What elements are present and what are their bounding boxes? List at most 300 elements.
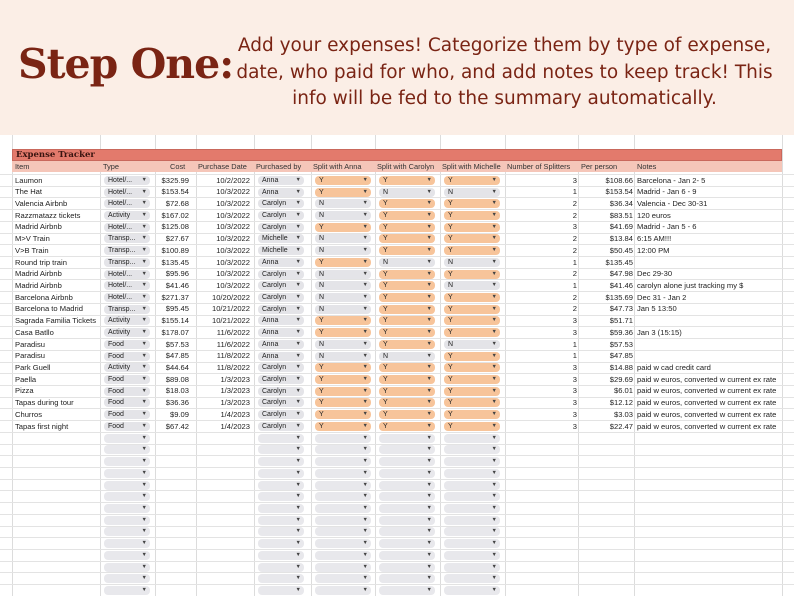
dropdown-chip[interactable]: [379, 551, 435, 560]
dropdown-chip[interactable]: [315, 445, 371, 454]
cell-item[interactable]: Barcelona to Madrid: [15, 304, 83, 314]
cell-per[interactable]: $6.01: [613, 386, 633, 396]
cell-item[interactable]: The Hat: [15, 187, 43, 197]
cell-cost[interactable]: $57.53: [165, 339, 189, 349]
cell-notes[interactable]: 120 euros: [637, 210, 671, 220]
dropdown-chip[interactable]: [104, 363, 150, 372]
dropdown-chip[interactable]: [258, 387, 304, 396]
cell-per[interactable]: $36.34: [609, 198, 633, 208]
dropdown-chip[interactable]: [315, 246, 371, 255]
cell-date[interactable]: 1/3/2023: [220, 386, 250, 396]
cell-item[interactable]: Tapas during tour: [15, 398, 74, 408]
dropdown-chip[interactable]: [258, 492, 304, 501]
column-header[interactable]: Split with Anna: [313, 162, 362, 171]
dropdown-chip[interactable]: [258, 504, 304, 513]
cell-date[interactable]: 1/3/2023: [220, 374, 250, 384]
cell-cost[interactable]: $271.37: [161, 292, 189, 302]
dropdown-chip[interactable]: [258, 199, 304, 208]
dropdown-chip[interactable]: [379, 527, 435, 536]
dropdown-chip[interactable]: [379, 516, 435, 525]
dropdown-chip[interactable]: [315, 387, 371, 396]
cell-item[interactable]: Pizza: [15, 386, 34, 396]
dropdown-chip[interactable]: [444, 293, 500, 302]
column-header[interactable]: Purchased by: [256, 162, 302, 171]
dropdown-chip[interactable]: [315, 492, 371, 501]
cell-item[interactable]: Madrid Airbnb: [15, 280, 62, 290]
dropdown-chip[interactable]: [444, 398, 500, 407]
dropdown-chip[interactable]: [315, 469, 371, 478]
dropdown-chip[interactable]: [379, 352, 435, 361]
dropdown-chip[interactable]: [379, 223, 435, 232]
dropdown-chip[interactable]: [258, 481, 304, 490]
cell-n[interactable]: 2: [572, 198, 577, 208]
dropdown-chip[interactable]: [258, 281, 304, 290]
dropdown-chip[interactable]: [315, 328, 371, 337]
dropdown-chip[interactable]: [444, 387, 500, 396]
cell-n[interactable]: 2: [572, 245, 577, 255]
dropdown-chip[interactable]: [379, 457, 435, 466]
dropdown-chip[interactable]: [258, 258, 304, 267]
dropdown-chip[interactable]: [379, 188, 435, 197]
dropdown-chip[interactable]: [444, 586, 500, 595]
dropdown-chip[interactable]: [379, 363, 435, 372]
dropdown-chip[interactable]: [104, 352, 150, 361]
cell-notes[interactable]: Dec 29-30: [637, 269, 673, 279]
dropdown-chip[interactable]: [444, 574, 500, 583]
dropdown-chip[interactable]: [379, 398, 435, 407]
cell-per[interactable]: $13.84: [609, 234, 633, 244]
cell-item[interactable]: Valencia Airbnb: [15, 198, 68, 208]
dropdown-chip[interactable]: [315, 281, 371, 290]
dropdown-chip[interactable]: [258, 352, 304, 361]
cell-notes[interactable]: Jan 5 13:50: [637, 304, 677, 314]
dropdown-chip[interactable]: [315, 574, 371, 583]
dropdown-chip[interactable]: [444, 281, 500, 290]
dropdown-chip[interactable]: [258, 410, 304, 419]
dropdown-chip[interactable]: [104, 504, 150, 513]
dropdown-chip[interactable]: [315, 375, 371, 384]
cell-n[interactable]: 1: [572, 187, 577, 197]
cell-cost[interactable]: $95.45: [165, 304, 189, 314]
dropdown-chip[interactable]: [258, 434, 304, 443]
dropdown-chip[interactable]: [104, 539, 150, 548]
cell-cost[interactable]: $18.03: [165, 386, 189, 396]
dropdown-chip[interactable]: [315, 363, 371, 372]
dropdown-chip[interactable]: [315, 539, 371, 548]
dropdown-chip[interactable]: [315, 258, 371, 267]
cell-per[interactable]: $50.45: [609, 245, 633, 255]
cell-cost[interactable]: $41.46: [165, 280, 189, 290]
cell-date[interactable]: 11/6/2022: [216, 327, 250, 337]
dropdown-chip[interactable]: [258, 398, 304, 407]
cell-per[interactable]: $47.98: [609, 269, 633, 279]
dropdown-chip[interactable]: [104, 422, 150, 431]
dropdown-chip[interactable]: [379, 293, 435, 302]
dropdown-chip[interactable]: [258, 586, 304, 595]
dropdown-chip[interactable]: [444, 481, 500, 490]
dropdown-chip[interactable]: [104, 398, 150, 407]
cell-notes[interactable]: Madrid - Jan 5 - 6: [637, 222, 697, 232]
dropdown-chip[interactable]: [379, 246, 435, 255]
dropdown-chip[interactable]: [104, 375, 150, 384]
dropdown-chip[interactable]: [258, 363, 304, 372]
dropdown-chip[interactable]: [315, 422, 371, 431]
dropdown-chip[interactable]: [315, 398, 371, 407]
dropdown-chip[interactable]: [379, 586, 435, 595]
cell-notes[interactable]: Barcelona - Jan 2- 5: [637, 175, 706, 185]
dropdown-chip[interactable]: [315, 340, 371, 349]
cell-item[interactable]: Madrid Airbnb: [15, 269, 62, 279]
cell-n[interactable]: 2: [572, 234, 577, 244]
cell-item[interactable]: Barcelona Airbnb: [15, 292, 73, 302]
dropdown-chip[interactable]: [258, 246, 304, 255]
dropdown-chip[interactable]: [258, 527, 304, 536]
dropdown-chip[interactable]: [104, 270, 150, 279]
cell-cost[interactable]: $36.36: [165, 398, 189, 408]
cell-date[interactable]: 10/3/2022: [216, 187, 250, 197]
cell-date[interactable]: 10/21/2022: [211, 316, 250, 326]
cell-per[interactable]: $12.12: [609, 398, 633, 408]
cell-n[interactable]: 1: [572, 280, 577, 290]
dropdown-chip[interactable]: [379, 270, 435, 279]
dropdown-chip[interactable]: [258, 457, 304, 466]
dropdown-chip[interactable]: [444, 352, 500, 361]
dropdown-chip[interactable]: [315, 316, 371, 325]
cell-date[interactable]: 10/3/2022: [216, 234, 250, 244]
cell-cost[interactable]: $100.89: [161, 245, 189, 255]
dropdown-chip[interactable]: [379, 574, 435, 583]
dropdown-chip[interactable]: [444, 551, 500, 560]
cell-item[interactable]: Casa Batllo: [15, 327, 54, 337]
dropdown-chip[interactable]: [379, 410, 435, 419]
dropdown-chip[interactable]: [379, 481, 435, 490]
dropdown-chip[interactable]: [444, 563, 500, 572]
cell-per[interactable]: $47.85: [609, 351, 633, 361]
cell-cost[interactable]: $178.07: [161, 327, 189, 337]
dropdown-chip[interactable]: [444, 211, 500, 220]
dropdown-chip[interactable]: [104, 434, 150, 443]
dropdown-chip[interactable]: [379, 445, 435, 454]
dropdown-chip[interactable]: [444, 246, 500, 255]
dropdown-chip[interactable]: [315, 481, 371, 490]
dropdown-chip[interactable]: [104, 199, 150, 208]
dropdown-chip[interactable]: [379, 234, 435, 243]
cell-item[interactable]: V>B Train: [15, 245, 49, 255]
dropdown-chip[interactable]: [379, 422, 435, 431]
dropdown-chip[interactable]: [444, 270, 500, 279]
dropdown-chip[interactable]: [104, 387, 150, 396]
dropdown-chip[interactable]: [379, 305, 435, 314]
cell-notes[interactable]: Valencia - Dec 30-31: [637, 198, 708, 208]
dropdown-chip[interactable]: [104, 246, 150, 255]
dropdown-chip[interactable]: [258, 574, 304, 583]
dropdown-chip[interactable]: [444, 469, 500, 478]
dropdown-chip[interactable]: [444, 234, 500, 243]
cell-notes[interactable]: paid w euros, converted w current ex rate: [637, 421, 777, 431]
dropdown-chip[interactable]: [258, 469, 304, 478]
dropdown-chip[interactable]: [379, 176, 435, 185]
dropdown-chip[interactable]: [315, 527, 371, 536]
dropdown-chip[interactable]: [104, 258, 150, 267]
cell-cost[interactable]: $9.09: [169, 409, 189, 419]
dropdown-chip[interactable]: [104, 340, 150, 349]
dropdown-chip[interactable]: [258, 188, 304, 197]
dropdown-chip[interactable]: [315, 188, 371, 197]
cell-item[interactable]: Razzmatazz tickets: [15, 210, 81, 220]
dropdown-chip[interactable]: [444, 434, 500, 443]
cell-n[interactable]: 3: [572, 386, 577, 396]
cell-cost[interactable]: $44.64: [165, 363, 189, 373]
column-header[interactable]: Notes: [637, 162, 657, 171]
dropdown-chip[interactable]: [315, 434, 371, 443]
dropdown-chip[interactable]: [379, 387, 435, 396]
dropdown-chip[interactable]: [379, 375, 435, 384]
cell-n[interactable]: 3: [572, 316, 577, 326]
cell-notes[interactable]: carolyn alone just tracking my $: [637, 280, 744, 290]
cell-n[interactable]: 2: [572, 269, 577, 279]
cell-per[interactable]: $59.36: [609, 327, 633, 337]
cell-date[interactable]: 10/2/2022: [216, 175, 250, 185]
dropdown-chip[interactable]: [315, 211, 371, 220]
dropdown-chip[interactable]: [444, 375, 500, 384]
dropdown-chip[interactable]: [315, 305, 371, 314]
dropdown-chip[interactable]: [104, 234, 150, 243]
dropdown-chip[interactable]: [379, 434, 435, 443]
dropdown-chip[interactable]: [379, 281, 435, 290]
dropdown-chip[interactable]: [379, 328, 435, 337]
dropdown-chip[interactable]: [104, 188, 150, 197]
dropdown-chip[interactable]: [104, 586, 150, 595]
dropdown-chip[interactable]: [315, 551, 371, 560]
dropdown-chip[interactable]: [258, 445, 304, 454]
dropdown-chip[interactable]: [444, 410, 500, 419]
dropdown-chip[interactable]: [379, 258, 435, 267]
dropdown-chip[interactable]: [258, 234, 304, 243]
dropdown-chip[interactable]: [379, 539, 435, 548]
cell-notes[interactable]: [637, 350, 782, 362]
dropdown-chip[interactable]: [444, 445, 500, 454]
dropdown-chip[interactable]: [379, 316, 435, 325]
dropdown-chip[interactable]: [315, 457, 371, 466]
dropdown-chip[interactable]: [104, 516, 150, 525]
dropdown-chip[interactable]: [444, 492, 500, 501]
dropdown-chip[interactable]: [104, 176, 150, 185]
cell-cost[interactable]: $47.85: [165, 351, 189, 361]
dropdown-chip[interactable]: [315, 504, 371, 513]
cell-notes[interactable]: Madrid - Jan 6 - 9: [637, 187, 697, 197]
cell-date[interactable]: 10/3/2022: [216, 280, 250, 290]
spreadsheet[interactable]: [0, 135, 794, 596]
cell-date[interactable]: 1/3/2023: [220, 398, 250, 408]
cell-per[interactable]: $108.66: [605, 175, 633, 185]
dropdown-chip[interactable]: [104, 481, 150, 490]
dropdown-chip[interactable]: [444, 340, 500, 349]
cell-notes[interactable]: [637, 339, 782, 351]
cell-per[interactable]: $41.69: [609, 222, 633, 232]
cell-per[interactable]: $135.69: [605, 292, 633, 302]
cell-date[interactable]: 11/6/2022: [216, 339, 250, 349]
dropdown-chip[interactable]: [258, 176, 304, 185]
dropdown-chip[interactable]: [104, 223, 150, 232]
dropdown-chip[interactable]: [444, 199, 500, 208]
dropdown-chip[interactable]: [104, 328, 150, 337]
cell-notes[interactable]: [637, 315, 782, 327]
cell-notes[interactable]: paid w euros, converted w current ex rate: [637, 398, 777, 408]
cell-date[interactable]: 10/21/2022: [211, 304, 250, 314]
cell-n[interactable]: 1: [572, 257, 577, 267]
cell-per[interactable]: $3.03: [613, 409, 633, 419]
dropdown-chip[interactable]: [315, 199, 371, 208]
dropdown-chip[interactable]: [315, 270, 371, 279]
cell-date[interactable]: 10/3/2022: [216, 245, 250, 255]
dropdown-chip[interactable]: [104, 316, 150, 325]
dropdown-chip[interactable]: [258, 305, 304, 314]
cell-item[interactable]: Paella: [15, 374, 37, 384]
dropdown-chip[interactable]: [444, 305, 500, 314]
dropdown-chip[interactable]: [315, 516, 371, 525]
dropdown-chip[interactable]: [104, 563, 150, 572]
cell-per[interactable]: $57.53: [609, 339, 633, 349]
dropdown-chip[interactable]: [104, 281, 150, 290]
cell-per[interactable]: $14.88: [609, 363, 633, 373]
cell-n[interactable]: 3: [572, 363, 577, 373]
cell-notes[interactable]: Dec 31 - Jan 2: [637, 292, 687, 302]
column-header[interactable]: Item: [15, 162, 30, 171]
column-header[interactable]: Type: [103, 162, 120, 171]
cell-notes[interactable]: [637, 257, 782, 269]
cell-per[interactable]: $29.69: [609, 374, 633, 384]
cell-item[interactable]: Churros: [15, 409, 43, 419]
dropdown-chip[interactable]: [315, 234, 371, 243]
dropdown-chip[interactable]: [258, 551, 304, 560]
dropdown-chip[interactable]: [444, 527, 500, 536]
dropdown-chip[interactable]: [444, 422, 500, 431]
cell-per[interactable]: $22.47: [609, 421, 633, 431]
dropdown-chip[interactable]: [444, 504, 500, 513]
dropdown-chip[interactable]: [258, 539, 304, 548]
cell-n[interactable]: 3: [572, 327, 577, 337]
dropdown-chip[interactable]: [104, 551, 150, 560]
dropdown-chip[interactable]: [315, 563, 371, 572]
dropdown-chip[interactable]: [104, 410, 150, 419]
dropdown-chip[interactable]: [104, 293, 150, 302]
dropdown-chip[interactable]: [444, 223, 500, 232]
cell-date[interactable]: 11/8/2022: [216, 363, 250, 373]
dropdown-chip[interactable]: [258, 316, 304, 325]
cell-notes[interactable]: paid w cad credit card: [637, 363, 711, 373]
dropdown-chip[interactable]: [258, 563, 304, 572]
dropdown-chip[interactable]: [258, 270, 304, 279]
column-header[interactable]: Cost: [170, 162, 186, 171]
cell-cost[interactable]: $135.45: [161, 257, 189, 267]
cell-per[interactable]: $135.45: [605, 257, 633, 267]
column-header[interactable]: Purchase Date: [198, 162, 247, 171]
cell-date[interactable]: 1/4/2023: [220, 421, 250, 431]
cell-n[interactable]: 3: [572, 175, 577, 185]
cell-item[interactable]: Paradisu: [15, 351, 45, 361]
cell-date[interactable]: 10/3/2022: [216, 269, 250, 279]
cell-cost[interactable]: $72.68: [165, 198, 189, 208]
dropdown-chip[interactable]: [315, 352, 371, 361]
cell-item[interactable]: Tapas first night: [15, 421, 69, 431]
dropdown-chip[interactable]: [444, 188, 500, 197]
dropdown-chip[interactable]: [315, 176, 371, 185]
cell-item[interactable]: Madrid Airbnb: [15, 222, 62, 232]
dropdown-chip[interactable]: [258, 223, 304, 232]
dropdown-chip[interactable]: [444, 457, 500, 466]
cell-item[interactable]: Park Guell: [15, 363, 51, 373]
cell-per[interactable]: $51.71: [609, 316, 633, 326]
cell-n[interactable]: 1: [572, 351, 577, 361]
cell-item[interactable]: Laumon: [15, 175, 43, 185]
cell-per[interactable]: $153.54: [605, 187, 633, 197]
cell-cost[interactable]: $95.96: [165, 269, 189, 279]
cell-date[interactable]: 10/3/2022: [216, 257, 250, 267]
dropdown-chip[interactable]: [315, 223, 371, 232]
dropdown-chip[interactable]: [258, 211, 304, 220]
cell-notes[interactable]: Jan 3 (15:15): [637, 327, 682, 337]
cell-n[interactable]: 2: [572, 210, 577, 220]
cell-n[interactable]: 3: [572, 398, 577, 408]
cell-notes[interactable]: paid w euros, converted w current ex rate: [637, 409, 777, 419]
cell-cost[interactable]: $155.14: [161, 316, 189, 326]
dropdown-chip[interactable]: [104, 527, 150, 536]
dropdown-chip[interactable]: [379, 504, 435, 513]
cell-cost[interactable]: $153.54: [161, 187, 189, 197]
dropdown-chip[interactable]: [104, 445, 150, 454]
dropdown-chip[interactable]: [444, 539, 500, 548]
dropdown-chip[interactable]: [315, 293, 371, 302]
cell-cost[interactable]: $27.67: [165, 234, 189, 244]
dropdown-chip[interactable]: [444, 328, 500, 337]
dropdown-chip[interactable]: [104, 574, 150, 583]
cell-date[interactable]: 11/8/2022: [216, 351, 250, 361]
dropdown-chip[interactable]: [379, 340, 435, 349]
dropdown-chip[interactable]: [104, 469, 150, 478]
dropdown-chip[interactable]: [258, 516, 304, 525]
dropdown-chip[interactable]: [444, 363, 500, 372]
cell-cost[interactable]: $125.08: [161, 222, 189, 232]
dropdown-chip[interactable]: [104, 211, 150, 220]
cell-date[interactable]: 10/3/2022: [216, 222, 250, 232]
cell-item[interactable]: Round trip train: [15, 257, 67, 267]
dropdown-chip[interactable]: [258, 293, 304, 302]
dropdown-chip[interactable]: [379, 469, 435, 478]
dropdown-chip[interactable]: [379, 211, 435, 220]
dropdown-chip[interactable]: [104, 305, 150, 314]
dropdown-chip[interactable]: [104, 457, 150, 466]
cell-date[interactable]: 10/3/2022: [216, 210, 250, 220]
column-header[interactable]: Split with Carolyn: [377, 162, 435, 171]
cell-n[interactable]: 3: [572, 421, 577, 431]
dropdown-chip[interactable]: [258, 340, 304, 349]
cell-cost[interactable]: $167.02: [161, 210, 189, 220]
cell-per[interactable]: $41.46: [609, 280, 633, 290]
cell-n[interactable]: 3: [572, 409, 577, 419]
cell-n[interactable]: 1: [572, 339, 577, 349]
cell-cost[interactable]: $89.08: [165, 374, 189, 384]
cell-item[interactable]: Paradisu: [15, 339, 45, 349]
dropdown-chip[interactable]: [444, 176, 500, 185]
cell-notes[interactable]: paid w euros, converted w current ex rate: [637, 386, 777, 396]
cell-cost[interactable]: $67.42: [165, 421, 189, 431]
dropdown-chip[interactable]: [379, 492, 435, 501]
dropdown-chip[interactable]: [379, 563, 435, 572]
cell-n[interactable]: 3: [572, 374, 577, 384]
cell-notes[interactable]: paid w euros, converted w current ex rate: [637, 374, 777, 384]
cell-item[interactable]: Sagrada Familia Tickets: [15, 316, 97, 326]
cell-per[interactable]: $47.73: [609, 304, 633, 314]
